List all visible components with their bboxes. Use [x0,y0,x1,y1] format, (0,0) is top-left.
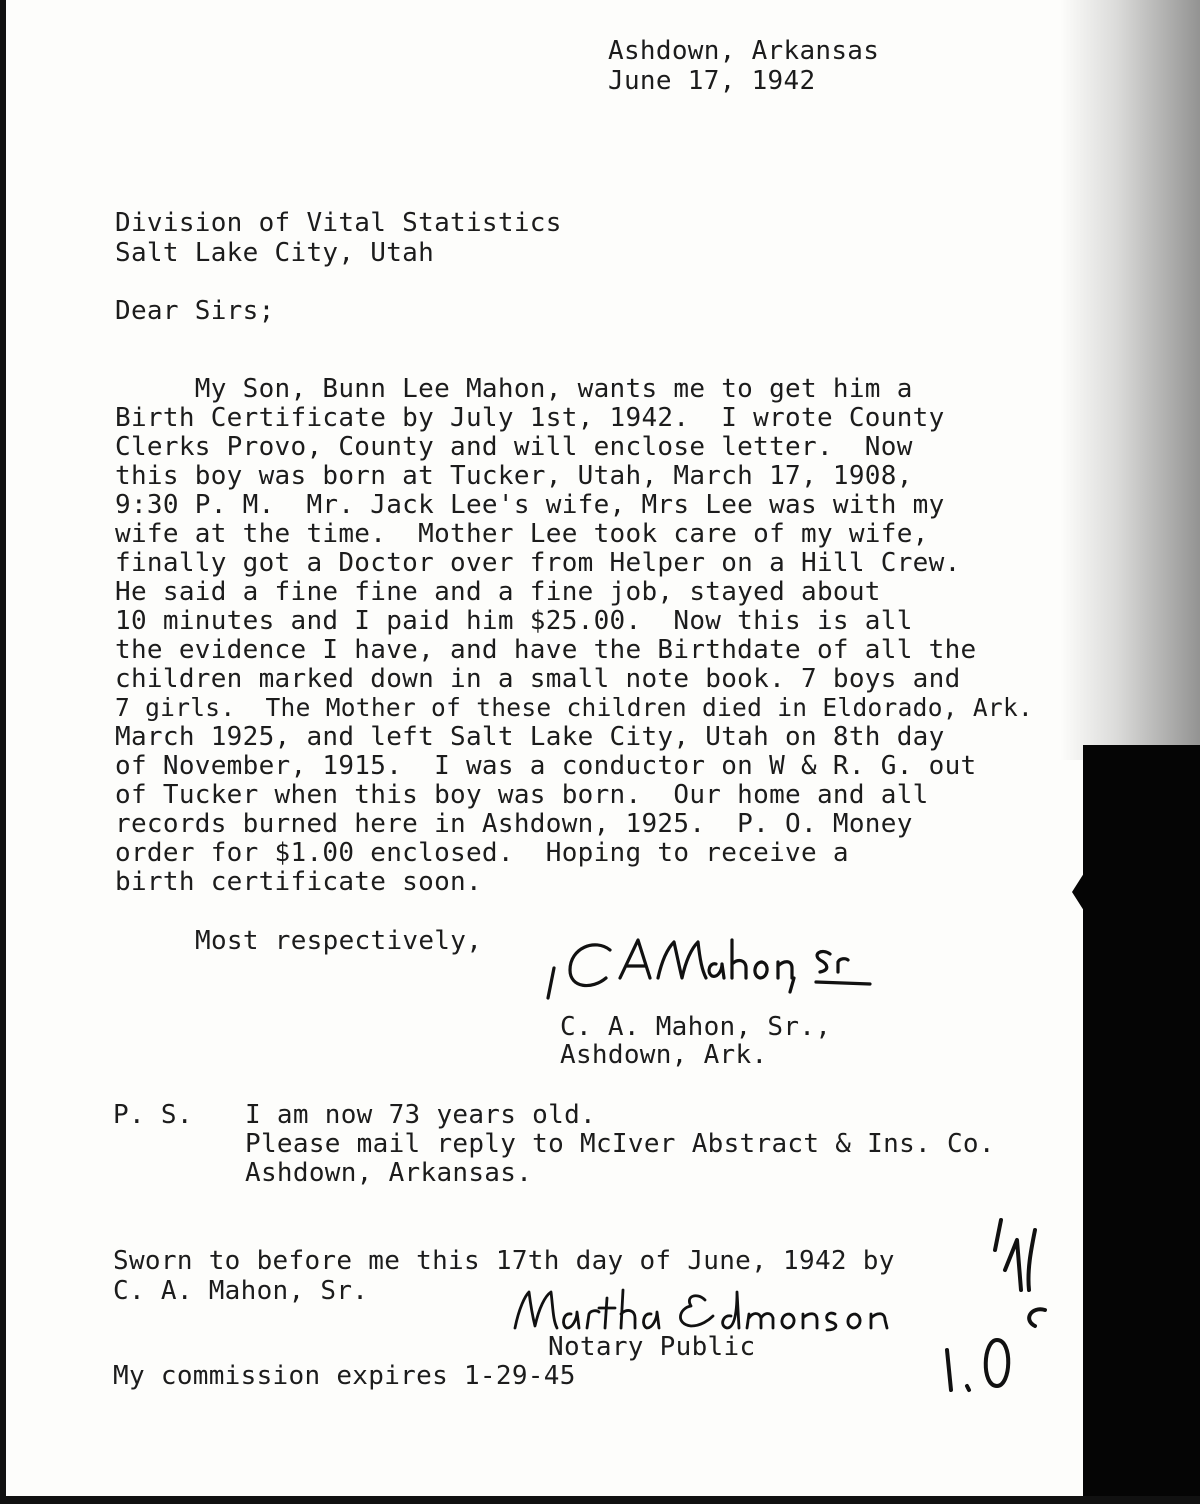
postscript-label: P. S. [113,1100,193,1130]
addressee-line-1: Division of Vital Statistics [115,208,562,238]
salutation: Dear Sirs; [115,296,275,326]
torn-edge-shadow [1060,0,1200,760]
heading-place: Ashdown, Arkansas [608,36,880,66]
body-line: 9:30 P. M. Mr. Jack Lee's wife, Mrs Lee was with my [115,490,945,520]
body-line: of Tucker when this boy was born. Our home and all [115,780,929,810]
body-line: My Son, Bunn Lee Mahon, wants me to get him a [115,374,913,404]
body-line: Birth Certificate by July 1st, 1942. I wrote County [115,403,945,433]
closing: Most respectively, [195,926,483,956]
body-line: 7 girls. The Mother of these children died in Eldorado, Ark. [115,693,1034,722]
sworn-line-2: C. A. Mahon, Sr. [113,1276,369,1306]
postscript-line-1: I am now 73 years old. [245,1100,596,1130]
body-line: Clerks Provo, County and will enclose letter. Now [115,432,913,462]
addressee-line-2: Salt Lake City, Utah [115,238,435,268]
body-line: this boy was born at Tucker, Utah, March 17, 1908, [115,461,913,491]
torn-edge-notch [1072,870,1086,914]
sworn-line-1: Sworn to before me this 17th day of June, 1942 by [113,1246,895,1276]
body-line: birth certificate soon. [115,867,482,897]
body-line: of November, 1915. I was a conductor on W & R. G. out [115,751,977,781]
body-line: wife at the time. Mother Lee took care of my wife, [115,519,929,549]
margin-note-handwritten [935,1210,1065,1400]
body-line: He said a fine fine and a fine job, stayed about [115,577,881,607]
scan-bottom-border [0,1496,1200,1504]
commission-expires: My commission expires 1-29-45 [113,1361,576,1391]
body-line: the evidence I have, and have the Birthdate of all the [115,635,977,665]
signer-name: C. A. Mahon, Sr., [560,1012,832,1042]
scan-background-black [1083,745,1200,1504]
postscript-line-2: Please mail reply to McIver Abstract & Ins. Co. [245,1129,995,1159]
notary-title: Notary Public [548,1332,756,1362]
heading-date: June 17, 1942 [608,66,816,96]
body-line: records burned here in Ashdown, 1925. P. O. Money [115,809,913,839]
signature-ca-mahon [540,920,920,1010]
postscript-line-3: Ashdown, Arkansas. [245,1158,533,1188]
body-line: order for $1.00 enclosed. Hoping to receive a [115,838,849,868]
signer-place: Ashdown, Ark. [560,1040,768,1070]
body-line: finally got a Doctor over from Helper on a Hill Crew. [115,548,961,578]
body-line: March 1925, and left Salt Lake City, Utah on 8th day [115,722,945,752]
scan-left-border [0,0,6,1504]
body-line: 10 minutes and I paid him $25.00. Now this is all [115,606,913,636]
body-line: children marked down in a small note book. 7 boys and [115,664,961,694]
